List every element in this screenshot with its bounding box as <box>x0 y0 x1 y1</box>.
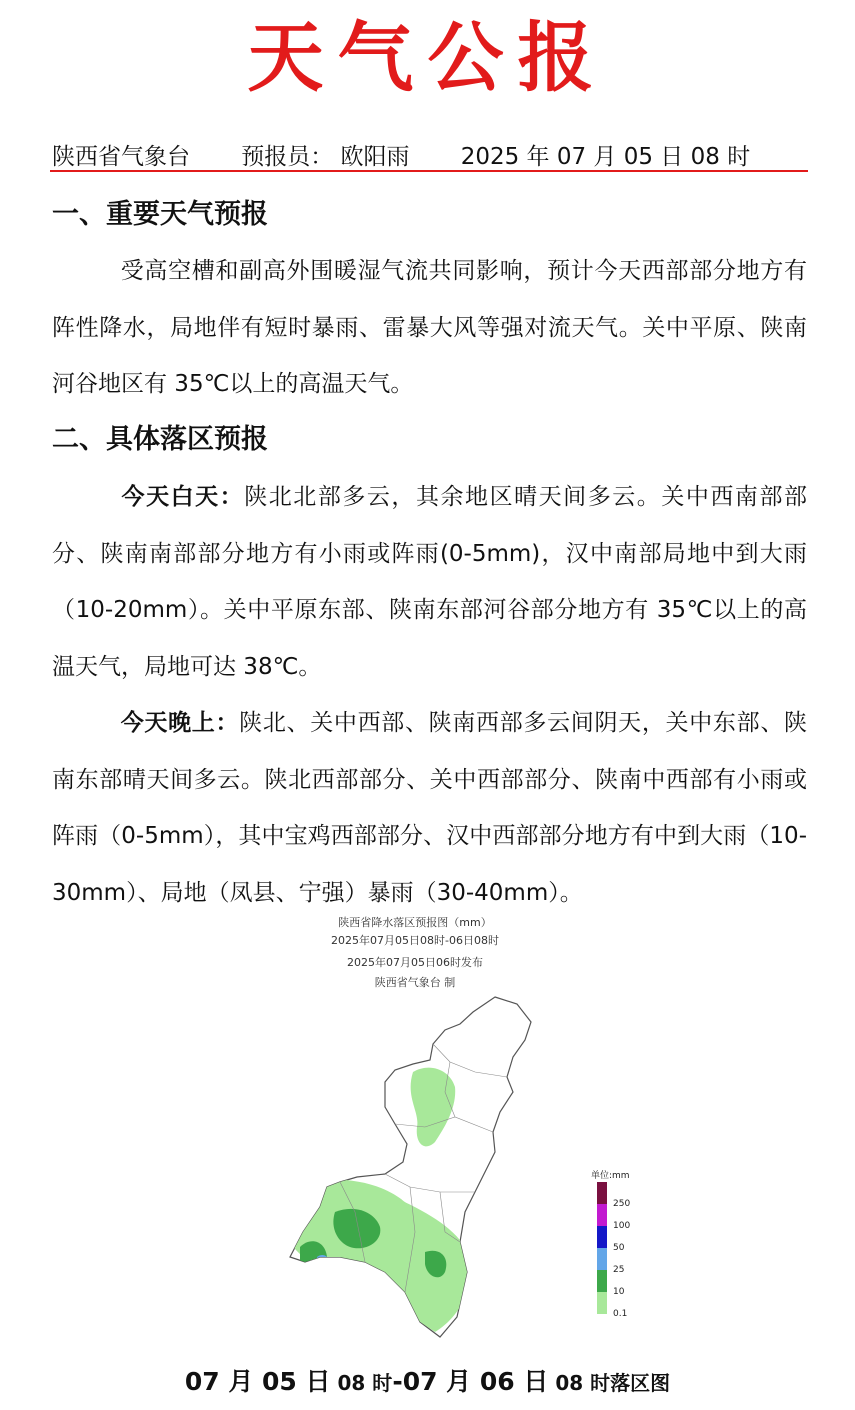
legend-label-25: 25 <box>613 1265 625 1275</box>
legend-swatch-50 <box>597 1226 607 1248</box>
legend-label-10: 10 <box>613 1287 625 1297</box>
section1-text: 受高空槽和副高外围暖湿气流共同影响，预计今天西部部分地方有阵性降水，局地伴有短时暴雨、雷暴大风等强对流天气。关中平原、陕南河谷地区有 35℃以上的高温天气。 <box>52 258 807 397</box>
forecaster-name: 欧阳雨 <box>340 144 410 170</box>
daytime-text: 陕北北部多云，其余地区晴天间多云。关中西南部部分、陕南南部部分地方有小雨或阵雨(0-5mm)，汉中南部局地中到大雨（10-20mm）。关中平原东部、陕南东部河谷部分地方有 35℃以上的高温天气，局地可达 38℃。 <box>52 484 808 680</box>
legend-swatch-100 <box>597 1204 607 1226</box>
forecaster-label: 预报员： <box>241 144 334 170</box>
shaanxi-map <box>245 912 645 1342</box>
daytime-label: 今天白天： <box>120 484 245 510</box>
map-caption <box>0 1364 855 1401</box>
section2-heading: 二、具体落区预报 <box>52 424 268 455</box>
legend-label-0.1: 0.1 <box>613 1309 628 1319</box>
caption-date-end: -07 月 06 日 <box>392 1367 549 1396</box>
night-text: 陕北、关中西部、陕南西部多云间阴天，关中东部、陕南东部晴天间多云。陕北西部部分、关中西部部分、陕南中西部有小雨或阵雨（0-5mm），其中宝鸡西部部分、汉中西部部分地方有中到大雨（10-30mm）、局地（凤县、宁强）暴雨（30-40mm）。 <box>52 710 808 906</box>
agency-name: 陕西省气象台 <box>52 144 190 170</box>
legend-title: 单位:mm <box>591 1171 630 1181</box>
night-label: 今天晚上： <box>120 710 240 736</box>
map-producer: 陕西省气象台 制 <box>374 976 456 989</box>
map-title: 陕西省降水落区预报图（mm） <box>338 916 492 929</box>
legend-label-50: 50 <box>613 1243 625 1253</box>
legend-label-100: 100 <box>613 1221 631 1231</box>
bulletin-title: 天气公报 <box>247 13 608 102</box>
legend-swatch-250 <box>597 1182 607 1204</box>
legend-swatch-25 <box>597 1248 607 1270</box>
precipitation-map <box>245 912 645 1342</box>
daytime-forecast <box>52 469 807 695</box>
legend-swatch-10 <box>597 1270 607 1292</box>
legend-label-250: 250 <box>613 1199 631 1209</box>
map-valid-period: 2025年07月05日08时-06日08时 <box>331 934 499 947</box>
night-forecast <box>52 695 807 921</box>
section1-heading: 一、重要天气预报 <box>52 199 268 230</box>
issue-time: 2025 年 07 月 05 日 08 时 <box>460 144 751 170</box>
map-issued: 2025年07月05日06时发布 <box>347 956 483 969</box>
caption-hour-start: 08 时 <box>330 1371 393 1395</box>
caption-hour-end: 08 时落区图 <box>548 1371 671 1395</box>
legend-swatch-0.1 <box>597 1292 607 1314</box>
bulletin-header <box>52 140 750 174</box>
caption-date-start: 07 月 05 日 <box>184 1367 331 1396</box>
section1-body <box>52 243 807 413</box>
header-divider <box>50 170 808 172</box>
